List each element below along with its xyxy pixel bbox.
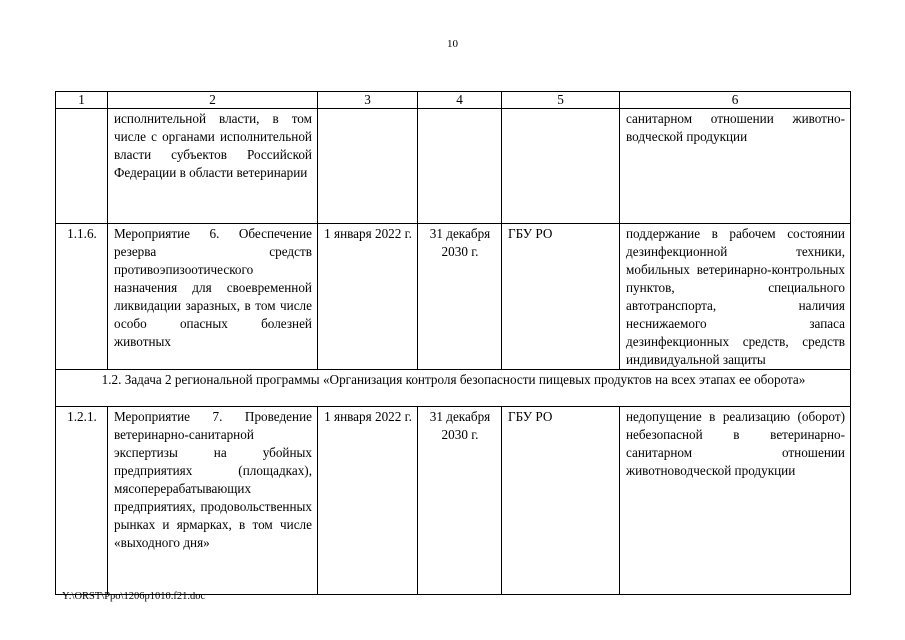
task-heading: 1.2. Задача 2 региональной программы «Организация контроля безопасности пищевых продуктов на всех этапах ее оборота»: [56, 370, 851, 407]
start-date-cell: 1 января 2022 г.: [318, 407, 418, 595]
header-cell: 2: [108, 92, 318, 109]
event-cell: Мероприятие 7. Проведение ветеринарно-санитарной экспертизы на убойных предприятиях (площадках), мясоперерабатывающих предприятиях, продовольственных рынках и ярмарках, в том числе «выходного дня»: [108, 407, 318, 595]
task-row: [56, 370, 851, 407]
table-row: [56, 407, 851, 595]
header-cell: 1: [56, 92, 108, 109]
program-table: [55, 91, 851, 595]
event-cell: Мероприятие 6. Обеспечение резерва средств противоэпизоотического назначения для своевременной ликвидации заразных, в том числе особо опасных болезней животных: [108, 224, 318, 370]
end-date-cell: [418, 109, 502, 224]
header-cell: 3: [318, 92, 418, 109]
table-row: [56, 109, 851, 224]
row-number-cell: 1.2.1.: [56, 407, 108, 595]
table-header-row: [56, 92, 851, 109]
event-cell: исполнительной власти, в том числе с органами исполнительной власти субъектов Российской Федерации в области ветеринарии: [108, 109, 318, 224]
row-number-cell: 1.1.6.: [56, 224, 108, 370]
header-cell: 5: [502, 92, 620, 109]
result-cell: санитарном отношении животно-водческой продукции: [620, 109, 851, 224]
table-row: [56, 224, 851, 370]
footer-file-path: Y:\ORST\Ppo\1206p1010.f21.doc: [62, 591, 206, 602]
end-date-cell: 31 декабря 2030 г.: [418, 407, 502, 595]
start-date-cell: 1 января 2022 г.: [318, 224, 418, 370]
header-cell: 4: [418, 92, 502, 109]
executor-cell: [502, 109, 620, 224]
result-cell: недопущение в реализацию (оборот) небезопасной в ветеринарно-санитарном отношении животноводческой продукции: [620, 407, 851, 595]
row-number-cell: [56, 109, 108, 224]
page-number: 10: [447, 38, 458, 50]
start-date-cell: [318, 109, 418, 224]
executor-cell: ГБУ РО: [502, 224, 620, 370]
executor-cell: ГБУ РО: [502, 407, 620, 595]
header-cell: 6: [620, 92, 851, 109]
end-date-cell: 31 декабря 2030 г.: [418, 224, 502, 370]
result-cell: поддержание в рабочем состоянии дезинфекционной техники, мобильных ветеринарно-контрольных пунктов, специального автотранспорта, наличия неснижаемого запаса дезинфекционных средств, средств индивидуальной защиты: [620, 224, 851, 370]
